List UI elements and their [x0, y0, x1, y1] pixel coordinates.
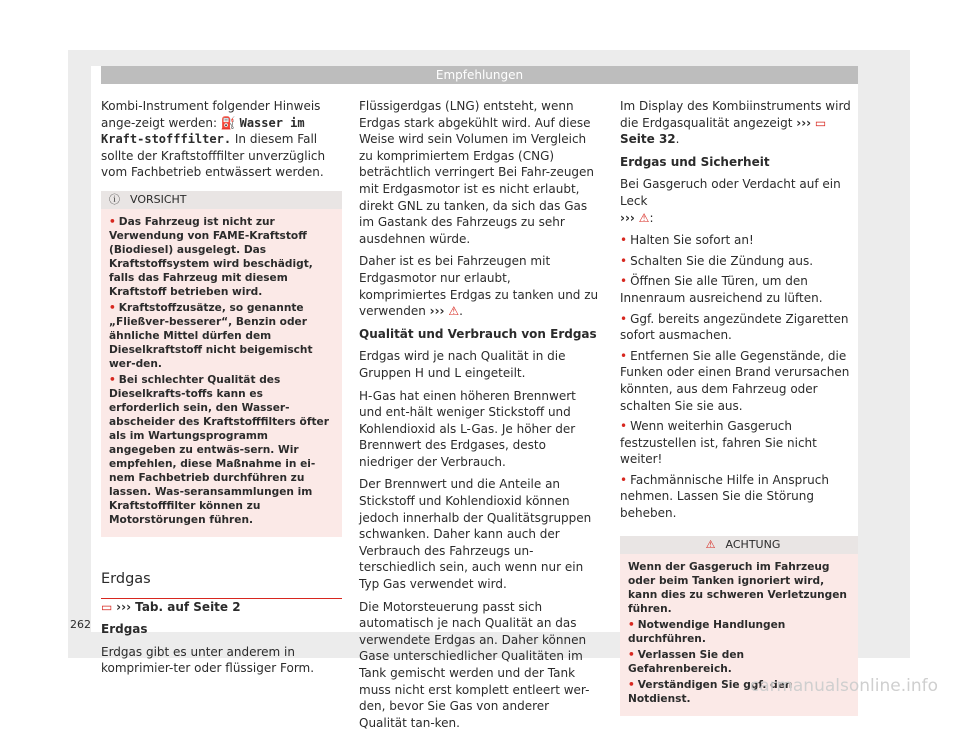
- fuel-water-icon: ⛽: [220, 115, 240, 130]
- subsection-heading: Erdgas und Sicherheit: [620, 154, 770, 169]
- list-item: • Wenn weiterhin Gasgeruch festzustellen ist, fahren Sie nicht weiter!: [620, 419, 817, 467]
- page-number: 262: [70, 618, 91, 631]
- table-reference[interactable]: ▭ ››› Tab. auf Seite 2: [101, 599, 241, 614]
- caution-body: [101, 209, 342, 537]
- paragraph: Erdgas wird je nach Qualität in die Gruppen H und L eingeteilt.: [359, 349, 566, 380]
- warning-header: ⚠ ACHTUNG: [620, 536, 858, 554]
- reference-arrows[interactable]: ›››: [429, 304, 445, 319]
- column-2: [359, 98, 600, 737]
- subsection-heading: Qualität und Verbrauch von Erdgas: [359, 326, 597, 341]
- paragraph: Daher ist es bei Fahrzeugen mit Erdgasmotor nur erlaubt, komprimiertes Erdgas zu tanken und zu verwenden ››› ⚠.: [359, 254, 599, 319]
- watermark: carmanualsonline.info: [749, 676, 938, 696]
- warning-item: • Verlassen Sie den Gefahrenbereich.: [628, 648, 745, 675]
- column-3: [620, 98, 858, 716]
- reference-arrows[interactable]: ›››: [620, 210, 635, 225]
- paragraph: Flüssigerdgas (LNG) entsteht, wenn Erdgas stark abgekühlt wird. Auf diese Weise wird sein Volumen im Vergleich zu komprimiertem Erdgas (CNG) beträchtlich verringert Bei Fahr-zeugen mit Erdgasmotor ist es nicht erlaubt, direkt GNL zu tanken, da sich das Gas im Gastank des Fahrzeugs zu sehr ausdehnen würde.: [359, 99, 595, 246]
- paragraph: Erdgas gibt es unter anderem in komprimier-ter oder flüssiger Form.: [101, 644, 315, 676]
- page-reference[interactable]: Seite 32: [620, 132, 676, 147]
- reference-arrows[interactable]: ›››: [796, 115, 812, 130]
- warning-triangle-icon: ⚠: [448, 304, 460, 319]
- caution-box: [101, 191, 342, 537]
- warning-intro: Wenn der Gasgeruch im Fahrzeug oder beim Tanken ignoriert wird, kann dies zu schweren Verletzungen führen.: [628, 560, 847, 615]
- list-item: • Halten Sie sofort an!: [620, 233, 754, 248]
- warning-triangle-icon: ⚠: [638, 210, 650, 225]
- page-link-icon: ▭: [814, 115, 827, 130]
- safety-list: [620, 232, 858, 522]
- caution-item: • Kraftstoffzusätze, so genannte „Fließver-besserer“, Benzin oder ähnliche Mittel dürfen dem Dieselkraftstoff nicht beigemischt wer-den.: [109, 301, 313, 370]
- paragraph: Der Brennwert und die Anteile an Stickstoff und Kohlendioxid können jedoch innerhalb der Qualitätsgruppen schwanken. Daher kann auch der Verbrauch des Fahrzeugs un-terschiedlich sein, auch wenn nur ein Typ Gas verwendet wird.: [359, 477, 592, 592]
- paragraph: Im Display des Kombiinstruments wird die Erdgasqualität angezeigt ››› ▭ Seite 32.: [620, 99, 851, 147]
- subsection-title: Erdgas: [101, 622, 148, 637]
- warning-item: • Verständigen Sie ggf. den Notdienst.: [628, 678, 793, 705]
- caution-item: • Bei schlechter Qualität des Dieselkrafts-toffs kann es erforderlich sein, den Wasser-abscheider des Kraftstofffilters öfter als im Wartungsprogramm angegeben zu entwäs-sern. Wir empfehlen, diese Maßnahme in ei-nem Fachbetrieb durchführen zu lassen. Was-seransammlungen im Kraftstofffilter können zu Motorstörungen führen.: [109, 373, 329, 526]
- paragraph-intro: Kombi-Instrument folgender Hinweis ange-zeigt werden: ⛽ Wasser im Kraft-stofffilter. In diesem Fall sollte der Kraftstofffilter unverzüglich vom Fachbetrieb entwässert werden.: [101, 99, 326, 180]
- paragraph: Bei Gasgeruch oder Verdacht auf ein Leck ››› ⚠:: [620, 177, 841, 225]
- list-item: • Fachmännische Hilfe in Anspruch nehmen. Lassen Sie die Störung beheben.: [620, 472, 829, 521]
- list-item: • Entfernen Sie alle Gegenstände, die Funken oder einen Brand verursachen könnten, aus dem Fahrzeug oder schalten Sie sie aus.: [620, 348, 850, 413]
- caution-item: • Das Fahrzeug ist nicht zur Verwendung von FAME-Kraftstoff (Biodiesel) ausgelegt. Das Kraftstoffsystem wird beschädigt, falls das Fahrzeug mit diesem Kraftstoff betrieben wird.: [109, 215, 313, 298]
- paragraph: H-Gas hat einen höheren Brennwert und ent-hält weniger Stickstoff und Kohlendioxid als L-Gas. Je höher der Brennwert des Erdgases, desto niedriger der Verbrauch.: [359, 388, 576, 469]
- table-icon: ▭: [101, 599, 113, 614]
- list-item: • Ggf. bereits angezündete Zigaretten sofort ausmachen.: [620, 311, 849, 343]
- caution-header: ⓘ VORSICHT: [101, 191, 342, 209]
- warning-triangle-icon: ⚠: [705, 537, 716, 551]
- warning-item: • Notwendige Handlungen durchführen.: [628, 618, 786, 645]
- list-item: • Öffnen Sie alle Türen, um den Innenraum ausreichend zu lüften.: [620, 274, 823, 305]
- display-message: Wasser im Kraft-stofffilter.: [101, 115, 305, 147]
- column-1: [101, 98, 342, 683]
- section-title: Erdgas: [101, 571, 342, 599]
- info-circle-icon: ⓘ: [109, 192, 120, 206]
- list-item: • Schalten Sie die Zündung aus.: [620, 253, 814, 268]
- page-header: Empfehlungen: [101, 66, 858, 84]
- paragraph: Die Motorsteuerung passt sich automatisch je nach Qualität an das verwendete Erdgas an. Daher können Gase unterschiedlicher Qualitäten im Tank gemischt werden und der Tank muss nicht erst komplett entleert wer-den, bevor Sie Gas von anderer Qualität tan-ken.: [359, 599, 590, 730]
